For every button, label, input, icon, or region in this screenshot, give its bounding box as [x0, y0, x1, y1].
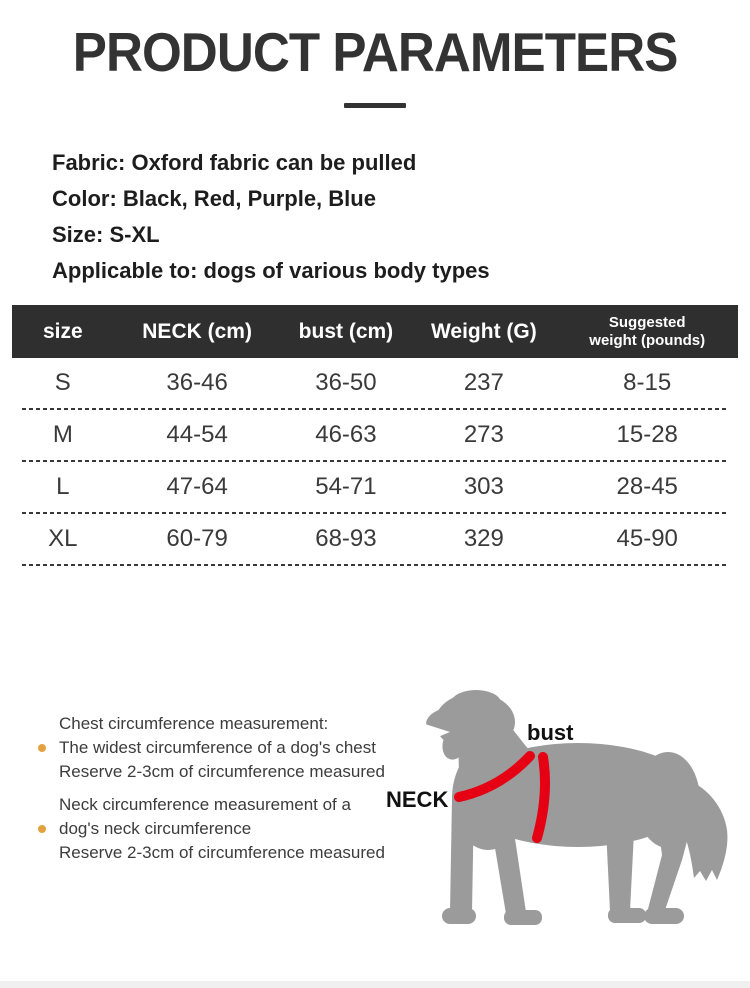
header-neck: NECK (cm)	[142, 319, 252, 343]
cell-bust: 54-71	[315, 473, 377, 500]
cell-weight: 329	[463, 525, 504, 552]
cell-weight: 303	[463, 473, 504, 500]
neck-measurement-note	[38, 793, 390, 865]
cell-suggested: 45-90	[616, 525, 678, 552]
cell-suggested: 28-45	[616, 473, 678, 500]
table-row	[12, 358, 738, 408]
detail-size: Size: S-XL	[52, 222, 160, 247]
table-row	[12, 462, 738, 512]
size-table-header	[12, 305, 738, 358]
detail-color: Color: Black, Red, Purple, Blue	[52, 186, 376, 211]
bottom-section-edge	[0, 981, 750, 988]
title-underline-dash	[344, 103, 406, 108]
size-table	[12, 305, 738, 566]
cell-suggested: 8-15	[623, 369, 672, 396]
note-line: Neck circumference measurement of a	[59, 795, 351, 814]
header-bust: bust (cm)	[298, 319, 394, 343]
product-details	[52, 145, 490, 289]
header-suggested-weight: Suggested weight (pounds)	[589, 313, 706, 349]
cell-bust: 68-93	[315, 525, 377, 552]
cell-size: L	[56, 473, 70, 500]
bullet-dot-icon	[38, 744, 46, 752]
header-weight: Weight (G)	[430, 319, 537, 343]
neck-label: NECK	[386, 787, 449, 812]
note-line: Chest circumference measurement:	[59, 714, 329, 733]
cell-size: XL	[48, 525, 78, 552]
header-size: size	[42, 319, 83, 343]
cell-neck: 47-64	[166, 473, 228, 500]
cell-bust: 46-63	[315, 421, 377, 448]
table-row	[12, 410, 738, 460]
bullet-dot-icon	[38, 825, 46, 833]
cell-weight: 237	[463, 369, 504, 396]
cell-neck: 60-79	[166, 525, 228, 552]
note-line: The widest circumference of a dog's chest	[59, 738, 376, 757]
chest-measurement-note	[38, 712, 390, 784]
row-divider	[22, 564, 728, 566]
cell-neck: 36-46	[166, 369, 228, 396]
note-line: dog's neck circumference	[59, 819, 252, 838]
measurement-notes	[38, 712, 390, 865]
cell-size: M	[52, 421, 73, 448]
note-line: Reserve 2-3cm of circumference measured	[59, 762, 385, 781]
detail-applicable: Applicable to: dogs of various body types	[52, 258, 490, 283]
cell-bust: 36-50	[315, 369, 377, 396]
detail-fabric: Fabric: Oxford fabric can be pulled	[52, 150, 417, 175]
bust-label: bust	[527, 720, 574, 745]
dog-silhouette-icon	[410, 680, 740, 950]
dog-diagram	[410, 680, 740, 950]
cell-neck: 44-54	[166, 421, 228, 448]
cell-weight: 273	[463, 421, 504, 448]
note-line: Reserve 2-3cm of circumference measured	[59, 843, 385, 862]
table-row	[12, 514, 738, 564]
cell-suggested: 15-28	[616, 421, 678, 448]
cell-size: S	[54, 369, 71, 396]
page-title: PRODUCT PARAMETERS	[72, 21, 678, 83]
